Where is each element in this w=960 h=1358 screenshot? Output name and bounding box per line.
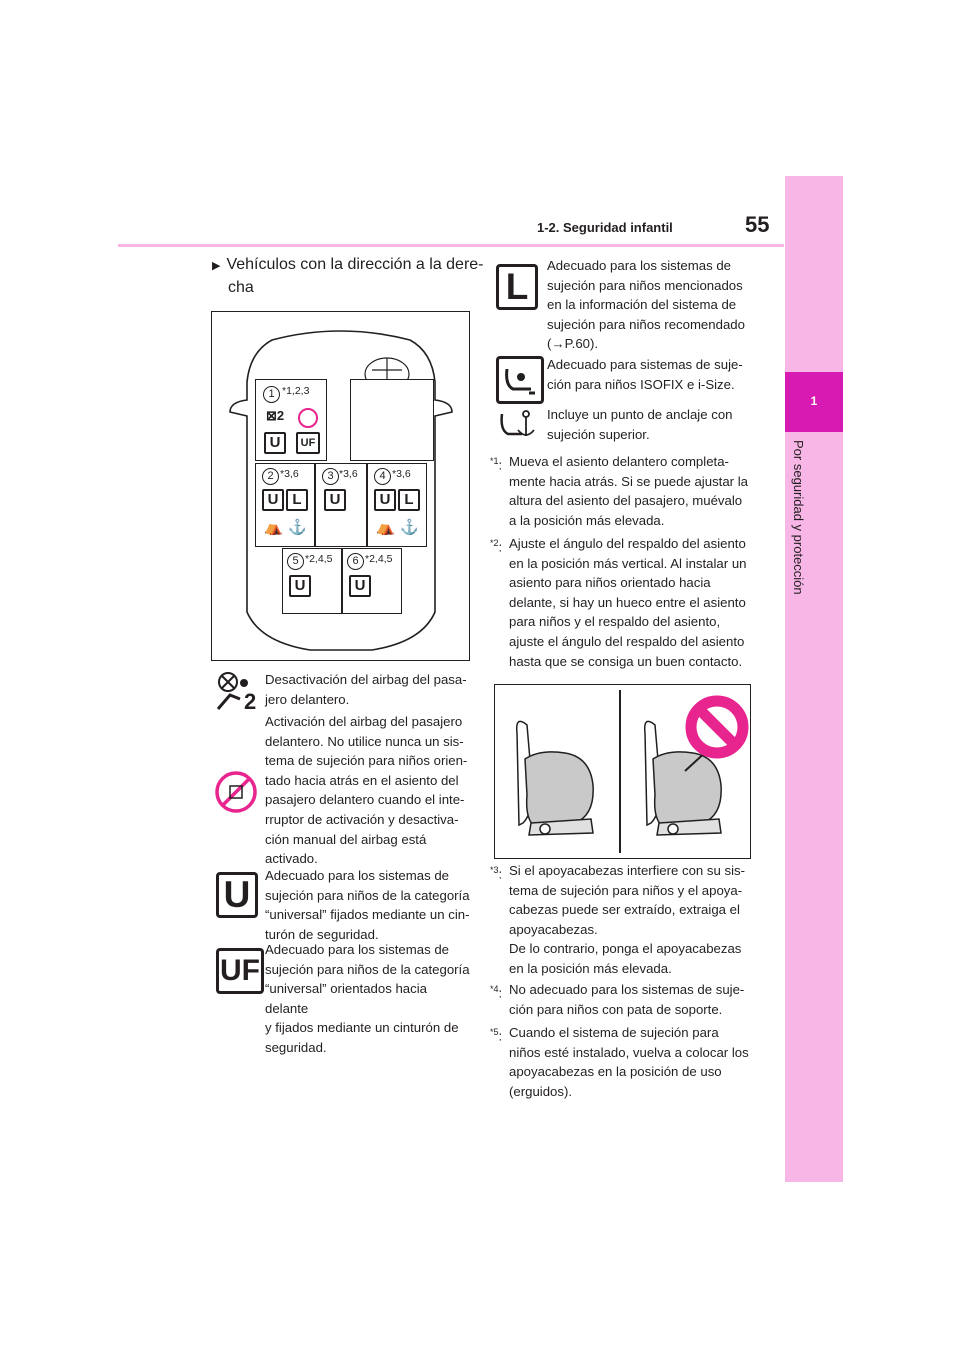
seat-2-note: *3,6: [280, 468, 299, 480]
seat-2-badge-l: L: [286, 489, 308, 511]
header-section-title: 1-2. Seguridad infantil: [537, 220, 673, 235]
seat-4-note: *3,6: [392, 468, 411, 480]
seat-6-number: 6: [347, 553, 364, 570]
l-line: Adecuado para los sistemas de: [547, 258, 732, 273]
seat-2: [255, 463, 315, 547]
seat-4-badge-l: L: [398, 489, 420, 511]
footnote-line: en la posición más elevada.: [509, 960, 672, 976]
footnote-line: apoyacabezas en la posición de uso: [509, 1064, 722, 1080]
isofix-legend-icon: [496, 356, 544, 404]
seat-6-note: *2,4,5: [365, 553, 393, 565]
seat-3-note: *3,6: [339, 468, 358, 480]
l-badge-icon: L: [496, 264, 538, 310]
footnote-line: altura del asiento del pasajero, muévalo: [509, 493, 743, 509]
u-badge-icon: U: [216, 872, 258, 918]
prohibit-airbag-icon: [298, 408, 318, 428]
anchor-legend-icon: [496, 406, 540, 446]
uf-line: “universal” orientados hacia delante: [265, 981, 427, 1016]
u-text: [265, 866, 470, 944]
anchor-line: Incluye un punto de anclaje con: [547, 407, 733, 422]
footnote-line: Mueva el asiento delantero completa-: [509, 454, 729, 469]
seat-5: [282, 548, 342, 614]
heading-line2: cha: [228, 279, 254, 296]
uf-line: seguridad.: [265, 1039, 327, 1055]
page-number: 55: [745, 212, 770, 237]
seat-5-note: *2,4,5: [305, 553, 333, 565]
isofix-text: [547, 355, 752, 394]
seat-illustration: [494, 684, 751, 859]
footnote-line: De lo contrario, ponga el apoyacabezas: [509, 941, 742, 957]
seat-2-number: 2: [262, 468, 279, 485]
seat-1-note: *1,2,3: [282, 385, 310, 397]
isofix-icon: ⛺: [264, 519, 283, 536]
footnote-2-mark: *2: [490, 538, 499, 548]
l-line: (→P.60).: [547, 336, 599, 352]
airbag-on-line: pasajero delantero cuando el inte-: [265, 792, 465, 808]
airbag-on-line: activado.: [265, 851, 318, 867]
uf-line: y fijados mediante un cinturón de: [265, 1020, 459, 1036]
airbag-off-icon: ⊠2: [266, 408, 285, 423]
l-line: sujeción para niños mencionados: [547, 277, 743, 293]
airbag-off-icon-digit: 2: [244, 689, 257, 714]
isofix-line: ción para niños ISOFIX e i-Size.: [547, 376, 735, 392]
airbag-on-line: tema de sujeción para niños orien-: [265, 753, 468, 769]
seat-5-number: 5: [287, 553, 304, 570]
footnote-line: asiento para niños orientado hacia: [509, 575, 711, 591]
seat-5-badge-u: U: [289, 575, 311, 597]
footnote-line: ajuste el ángulo del respaldo del asiento: [509, 633, 745, 649]
footnote-4: $^{*4}$: No adecuado para los sistemas de suje- ción para niños con pata de soporte.: [490, 980, 750, 1019]
chapter-title: Por seguridad y protección: [791, 440, 806, 595]
footnote-line: Cuando el sistema de sujeción para: [509, 1025, 719, 1040]
isofix-seat-icon: [499, 359, 541, 401]
uf-text: [265, 940, 470, 1058]
footnote-2: $^{*2}$: Ajuste el ángulo del respaldo del asiento en la posición más vertical. Al instalar un asiento para niños orientado hacia delante, si hay un hueco entre el asiento para niños y el respaldo del asiento, ajuste el ángulo del respaldo del asiento hasta que se consiga un buen contacto.: [490, 534, 750, 671]
u-line: Adecuado para los sistemas de: [265, 868, 450, 883]
prohibit-icon: [691, 701, 743, 753]
seat-3: [315, 463, 367, 547]
footnote-line: Si el apoyacabezas interfiere con su sis-: [509, 863, 746, 878]
seat-3-number: 3: [322, 468, 339, 485]
seat-1-badge-u: U: [264, 432, 286, 454]
airbag-off-line: jero delantero.: [265, 691, 350, 707]
seat-3-badge-u: U: [324, 489, 346, 511]
u-line: sujeción para niños de la categoría: [265, 887, 470, 903]
footnote-line: mente hacia atrás. Si se puede ajustar la: [509, 473, 748, 489]
uf-badge-icon: UF: [216, 948, 264, 994]
seat-1: [255, 379, 327, 461]
footnote-line: niños esté instalado, vuelva a colocar los: [509, 1044, 749, 1060]
airbag-on-text: [265, 712, 470, 869]
seat-6: [342, 548, 402, 614]
footnote-line: Ajuste el ángulo del respaldo del asiento: [509, 536, 746, 551]
seat-1-number: 1: [263, 386, 280, 403]
l-line: sujeción para niños recomendado: [547, 316, 745, 332]
anchor-text: [547, 405, 752, 444]
child-seat-comparison: [495, 685, 750, 858]
footnote-line: en la posición más vertical. Al instalar un: [509, 555, 747, 571]
footnote-line: apoyacabezas.: [509, 921, 598, 937]
seat-1-badge-uf: UF: [296, 432, 320, 454]
uf-line: sujeción para niños de la categoría: [265, 961, 470, 977]
airbag-off-line: Desactivación del airbag del pasa-: [265, 672, 467, 687]
chapter-tab: [785, 176, 843, 1182]
prohibit-airbag-legend-icon: [214, 770, 258, 814]
footnote-5: $^{*5}$: Cuando el sistema de sujeción para niños esté instalado, vuelva a colocar los apoyacabezas en la posición de uso (erguidos).: [490, 1023, 750, 1101]
seat-4: [367, 463, 427, 547]
footnote-line: tema de sujeción para niños y el apoya-: [509, 882, 743, 898]
airbag-on-line: ción manual del airbag está: [265, 831, 427, 847]
isofix-icon: ⛺: [376, 519, 395, 536]
anchor-line: sujeción superior.: [547, 426, 650, 442]
footnote-1: $^{*1}$: Mueva el asiento delantero completa- mente hacia atrás. Si se puede ajustar la altura del asiento del pasajero, muévalo a la posición más elevada.: [490, 452, 750, 530]
footnote-line: delante, si hay un hueco entre el asiento: [509, 594, 746, 610]
footnote-line: No adecuado para los sistemas de suje-: [509, 982, 745, 997]
prohibit-rear-facing-icon: [214, 770, 258, 814]
anchor-icon: ⚓: [400, 519, 419, 536]
airbag-off-legend-icon: [214, 669, 260, 713]
airbag-on-line: Activación del airbag del pasajero: [265, 714, 463, 729]
u-line: turón de seguridad.: [265, 926, 379, 942]
airbag-on-line: delantero. No utilice nunca un sis-: [265, 733, 464, 749]
airbag-on-line: rruptor de activación y desactiva-: [265, 811, 459, 827]
footnote-line: hasta que se consiga un buen contacto.: [509, 653, 743, 669]
u-line: “universal” fijados mediante un cin-: [265, 907, 470, 923]
header-rule: [118, 244, 784, 247]
footnote-line: (erguidos).: [509, 1083, 573, 1099]
heading: [212, 254, 484, 299]
footnote-3-mark: *3: [490, 865, 499, 875]
footnote-line: cabezas puede ser extraído, extraiga el: [509, 902, 740, 918]
uf-line: Adecuado para los sistemas de: [265, 942, 450, 957]
airbag-on-line: tado hacia atrás en el asiento del: [265, 772, 459, 788]
driver-seat: [350, 379, 434, 461]
anchor-icon: ⚓: [288, 519, 307, 536]
seat-4-badge-u: U: [374, 489, 396, 511]
seat-6-badge-u: U: [349, 575, 371, 597]
heading-bullet: ▶: [212, 260, 221, 272]
top-tether-anchor-icon: [496, 406, 540, 446]
footnote-line: a la posición más elevada.: [509, 512, 665, 528]
l-line: en la información del sistema de: [547, 297, 737, 313]
footnote-line: para niños y el respaldo del asiento,: [509, 614, 721, 630]
seat-diagram: [211, 311, 470, 661]
footnote-5-mark: *5: [490, 1027, 499, 1037]
l-text: [547, 256, 752, 354]
isofix-line: Adecuado para sistemas de suje-: [547, 357, 743, 372]
footnote-3: $^{*3}$: Si el apoyacabezas interfiere con su sis- tema de sujeción para niños y el apoya- cabezas puede ser extraído, extraiga el apoyacabezas. De lo contrario, ponga el apoyacabezas en la posición más elevada.: [490, 861, 750, 979]
seat-4-number: 4: [374, 468, 391, 485]
footnote-1-mark: *1: [490, 456, 499, 466]
seat-2-badge-u: U: [262, 489, 284, 511]
heading-line1: Vehículos con la dirección a la dere-: [226, 256, 484, 273]
footnote-line: ción para niños con pata de soporte.: [509, 1001, 723, 1017]
airbag-off-text: [265, 670, 470, 709]
chapter-number: 1: [785, 372, 843, 432]
footnote-4-mark: *4: [490, 984, 499, 994]
